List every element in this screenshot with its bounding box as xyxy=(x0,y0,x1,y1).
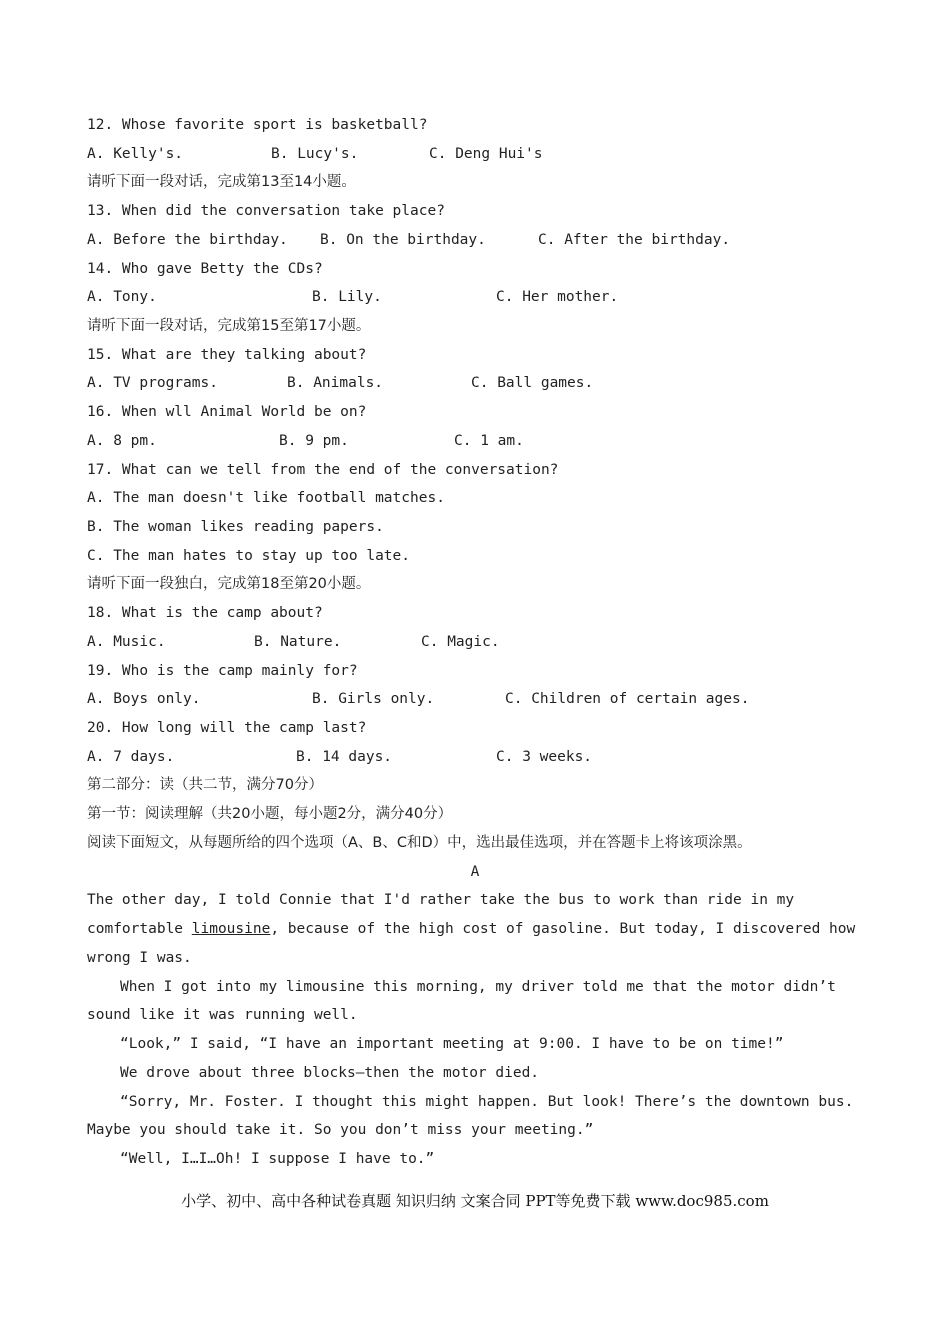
passage-line: Maybe you should take it. So you don’t miss your meeting.” xyxy=(87,1122,594,1138)
q14-option-c: C. Her mother. xyxy=(496,289,619,305)
page-footer: 小学、初中、高中各种试卷真题 知识归纳 文案合同 PPT等免费下载 www.doc985.com xyxy=(181,1192,769,1210)
q15-option-c: C. Ball games. xyxy=(471,375,594,391)
q16-option-a: A. 8 pm. xyxy=(87,433,157,449)
question-14: 14. Who gave Betty the CDs? xyxy=(87,261,323,277)
instruction-q13-14: 请听下面一段对话，完成第13至14小题。 xyxy=(87,174,356,190)
question-15: 15. What are they talking about? xyxy=(87,347,367,363)
question-12: 12. Whose favorite sport is basketball? xyxy=(87,117,428,133)
question-20: 20. How long will the camp last? xyxy=(87,720,367,736)
q13-option-a: A. Before the birthday. xyxy=(87,232,288,248)
q17-option-b: B. The woman likes reading papers. xyxy=(87,519,384,535)
passage-line: The other day, I told Connie that I'd rather take the bus to work than ride in my xyxy=(87,892,795,908)
q15-option-b: B. Animals. xyxy=(287,375,384,391)
q17-option-c: C. The man hates to stay up too late. xyxy=(87,548,411,564)
q19-option-b: B. Girls only. xyxy=(312,691,435,707)
question-17: 17. What can we tell from the end of the conversation? xyxy=(87,462,559,478)
passage-label: A xyxy=(470,864,480,880)
passage-line: sound like it was running well. xyxy=(87,1007,358,1023)
q15-option-a: A. TV programs. xyxy=(87,375,218,391)
passage-line: wrong I was. xyxy=(87,950,192,966)
q19-option-a: A. Boys only. xyxy=(87,691,201,707)
q13-option-c: C. After the birthday. xyxy=(538,232,731,248)
q18-option-b: B. Nature. xyxy=(254,634,342,650)
passage-line: “Well, I…I…Oh! I suppose I have to.” xyxy=(120,1151,435,1167)
instruction-q15-17: 请听下面一段对话，完成第15至第17小题。 xyxy=(87,318,371,334)
q12-option-b: B. Lucy's. xyxy=(271,146,359,162)
instruction-q18-20: 请听下面一段独白，完成第18至第20小题。 xyxy=(87,576,371,592)
passage-text: , because of the high cost of gasoline. But today, I discovered how xyxy=(270,921,856,937)
passage-line: We drove about three blocks—then the motor died. xyxy=(120,1065,540,1081)
q18-option-a: A. Music. xyxy=(87,634,166,650)
passage-line: “Look,” I said, “I have an important meeting at 9:00. I have to be on time!” xyxy=(120,1036,784,1052)
question-18: 18. What is the camp about? xyxy=(87,605,323,621)
passage-text: comfortable xyxy=(87,921,192,937)
q17-option-a: A. The man doesn't like football matches. xyxy=(87,490,445,506)
passage-line: “Sorry, Mr. Foster. I thought this might happen. But look! There’s the downtown bus. xyxy=(120,1094,854,1110)
passage-line: When I got into my limousine this morning, my driver told me that the motor didn’t xyxy=(120,979,836,995)
q12-option-a: A. Kelly's. xyxy=(87,146,184,162)
question-13: 13. When did the conversation take place? xyxy=(87,203,445,219)
part2-heading: 第二部分：读（共二节，满分70分） xyxy=(87,777,323,793)
q20-option-c: C. 3 weeks. xyxy=(496,749,593,765)
passage-line xyxy=(87,919,855,939)
q13-option-b: B. On the birthday. xyxy=(320,232,486,248)
q20-option-a: A. 7 days. xyxy=(87,749,175,765)
q16-option-c: C. 1 am. xyxy=(454,433,524,449)
q16-option-b: B. 9 pm. xyxy=(279,433,349,449)
q14-option-a: A. Tony. xyxy=(87,289,157,305)
question-19: 19. Who is the camp mainly for? xyxy=(87,663,358,679)
question-16: 16. When wll Animal World be on? xyxy=(87,404,367,420)
q19-option-c: C. Children of certain ages. xyxy=(505,691,750,707)
q18-option-c: C. Magic. xyxy=(421,634,500,650)
reading-instruction: 阅读下面短文，从每题所给的四个选项（A、B、C和D）中，选出最佳选项，并在答题卡上将该项涂黑。 xyxy=(87,835,752,851)
q14-option-b: B. Lily. xyxy=(312,289,382,305)
q12-option-c: C. Deng Hui's xyxy=(429,146,543,162)
section1-heading: 第一节：阅读理解（共20小题，每小题2分，满分40分） xyxy=(87,806,453,822)
q20-option-b: B. 14 days. xyxy=(296,749,393,765)
underlined-word: limousine xyxy=(191,921,271,937)
